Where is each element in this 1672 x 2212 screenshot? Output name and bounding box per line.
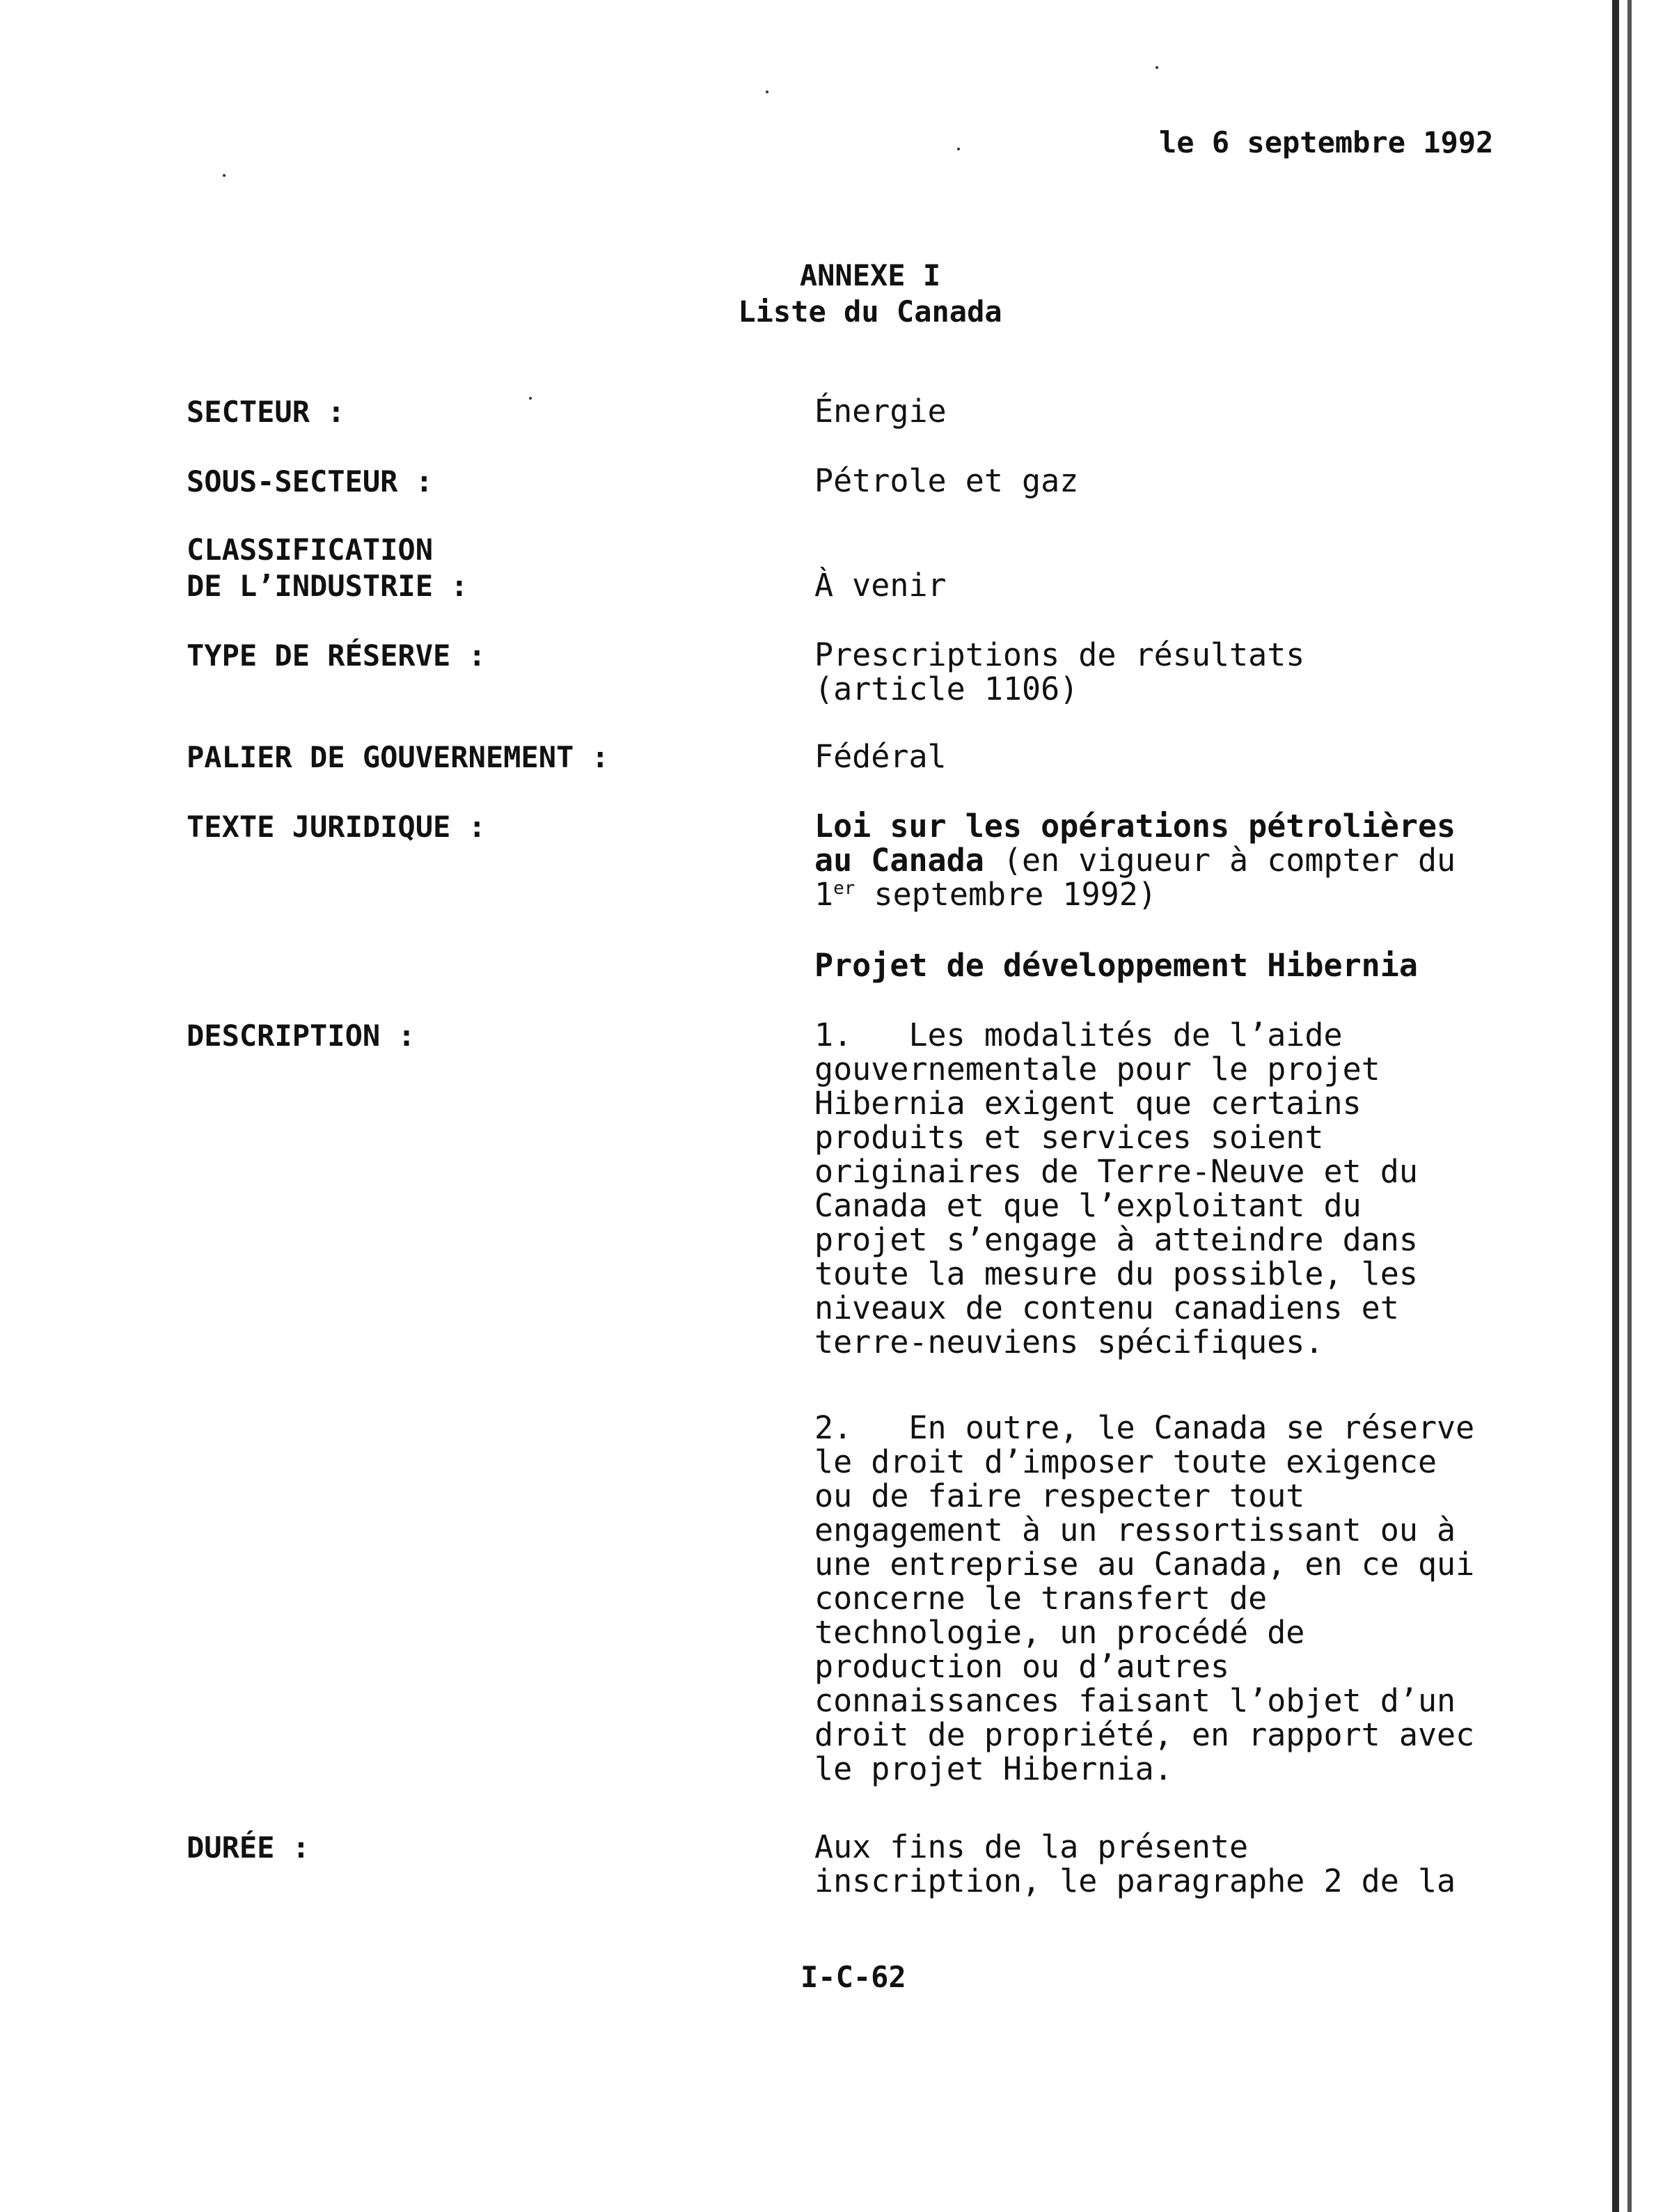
sector-value: Énergie [814, 393, 947, 430]
list-title: Liste du Canada [738, 295, 1002, 329]
scan-edge-inner [1627, 0, 1632, 2212]
description-p2-line: ou de faire respecter tout [814, 1477, 1305, 1514]
law-day-suffix: er [833, 878, 855, 899]
scan-speck [529, 397, 532, 400]
scan-speck [957, 148, 960, 150]
scan-speck [223, 174, 226, 177]
description-p2-line: connaissances faisant l’objet d’un [814, 1682, 1456, 1719]
description-p1-line: produits et services soient [814, 1119, 1324, 1156]
scan-speck [766, 91, 768, 93]
description-p2-line: le droit d’imposer toute exigence [814, 1443, 1437, 1480]
law-month-year: septembre 1992) [855, 876, 1157, 913]
subsector-label: SOUS-SECTEUR : [187, 464, 434, 499]
government-level-label: PALIER DE GOUVERNEMENT : [187, 740, 609, 774]
description-p2-line: concerne le transfert de [814, 1580, 1268, 1617]
description-p1-line: 1. Les modalités de l’aide [814, 1017, 1343, 1053]
classification-label-line1: CLASSIFICATION [187, 533, 434, 567]
reservation-type-line1: Prescriptions de résultats [814, 636, 1305, 673]
duration-value [814, 1830, 1566, 1898]
description-paragraph-1 [814, 1018, 1566, 1359]
government-level-value: Fédéral [814, 738, 947, 775]
law-name-line1: Loi sur les opérations pétrolières [814, 808, 1456, 845]
reservation-type-line2: (article 1106) [814, 670, 1079, 707]
reservation-type-value [814, 638, 1566, 706]
description-p1-line: toute la mesure du possible, les [814, 1255, 1418, 1292]
description-p1-line: gouvernementale pour le projet [814, 1051, 1380, 1088]
legal-text-value [814, 809, 1566, 911]
project-title [814, 948, 1566, 982]
annex-title: ANNEXE I [799, 258, 941, 292]
page-number: I-C-62 [800, 1960, 906, 1994]
project-title-text: Projet de développement Hibernia [814, 947, 1418, 984]
description-p1-line: originaires de Terre-Neuve et du [814, 1153, 1418, 1190]
classification-value: À venir [814, 567, 947, 604]
description-p1-line: Hibernia exigent que certains [814, 1085, 1362, 1122]
description-p1-line: projet s’engage à atteindre dans [814, 1221, 1418, 1258]
duration-line: inscription, le paragraphe 2 de la [814, 1862, 1456, 1899]
reservation-type-label: TYPE DE RÉSERVE : [187, 638, 486, 673]
legal-text-label: TEXTE JURIDIQUE : [187, 810, 486, 844]
document-title [626, 258, 1114, 330]
law-name-line2 [814, 843, 1566, 877]
law-effective-text: (en vigueur à compter du [984, 842, 1456, 879]
description-p1-line: terre-neuviens spécifiques. [814, 1324, 1324, 1360]
duration-label: DURÉE : [187, 1830, 310, 1865]
description-label: DESCRIPTION : [187, 1019, 416, 1053]
description-p2-line: production ou d’autres [814, 1648, 1230, 1685]
description-p2-line: une entreprise au Canada, en ce qui [814, 1546, 1475, 1583]
law-day: 1 [814, 876, 834, 913]
description-p2-line: droit de propriété, en rapport avec [814, 1716, 1475, 1753]
description-p1-line: Canada et que l’exploitant du [814, 1187, 1362, 1224]
law-date-line [814, 877, 1566, 911]
classification-label [187, 532, 468, 604]
description-p2-line: technologie, un procédé de [814, 1614, 1305, 1651]
classification-label-line2: DE L’INDUSTRIE : [187, 569, 468, 603]
description-p2-line: le projet Hibernia. [814, 1750, 1173, 1787]
description-paragraph-2 [814, 1411, 1566, 1786]
document-date: le 6 septembre 1992 [1159, 125, 1494, 159]
description-p1-line: niveaux de contenu canadiens et [814, 1289, 1399, 1326]
description-p2-line: engagement à un ressortissant ou à [814, 1512, 1456, 1548]
sector-label: SECTEUR : [187, 395, 345, 429]
duration-line: Aux fins de la présente [814, 1828, 1249, 1865]
subsector-value: Pétrole et gaz [814, 462, 1079, 499]
scan-edge [1612, 0, 1619, 2212]
description-p2-line: 2. En outre, le Canada se réserve [814, 1409, 1475, 1446]
scan-speck [1156, 66, 1158, 69]
law-name-bold: au Canada [814, 842, 984, 879]
